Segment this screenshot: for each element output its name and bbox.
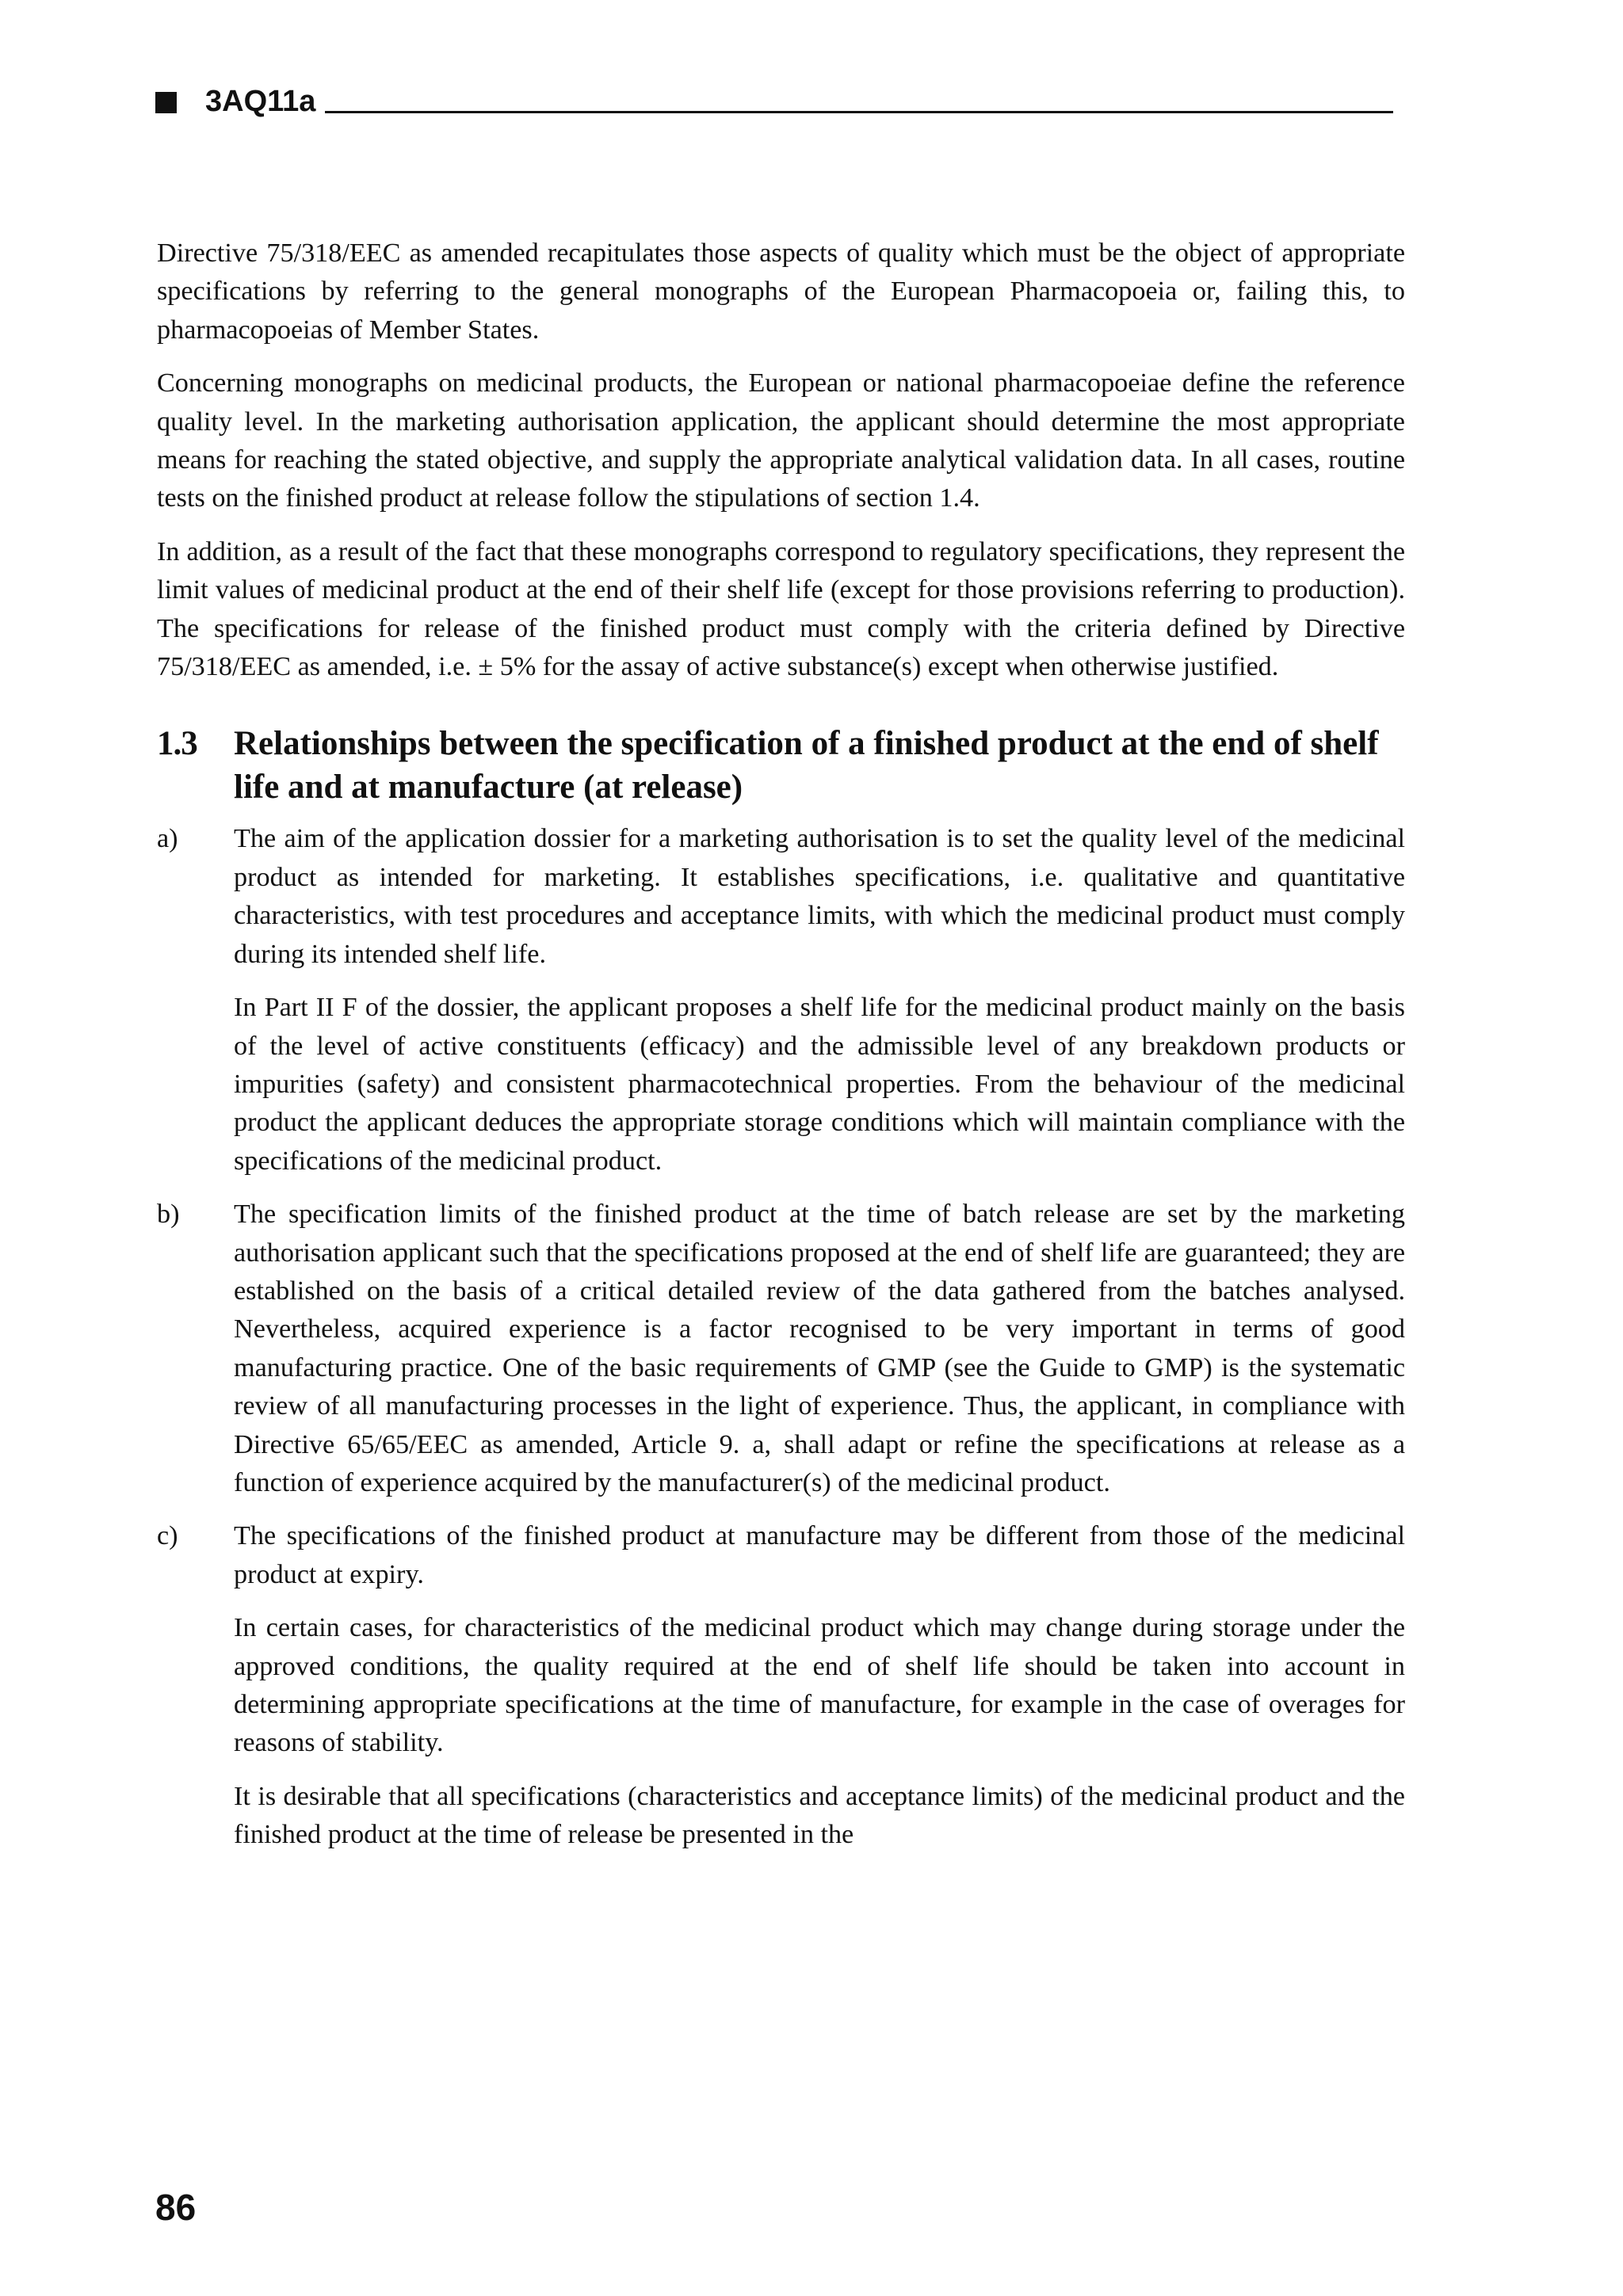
list-item-label: a) bbox=[157, 824, 178, 854]
list-item-continuation: It is desirable that all specifications (characteristics and acceptance limits) of the medicinal product and the finished product at the time of release be presented in the bbox=[234, 1781, 1405, 1850]
section-heading bbox=[157, 722, 1405, 809]
list-item-text: The aim of the application dossier for a marketing authorisation is to set the quality level of the medicinal product as intended for marketing. It establishes specifications, i.e. qualitative and quantitative characteristics, with test procedures and acceptance limits, with which the medicinal product must comply during its intended shelf life. bbox=[234, 824, 1405, 969]
list-item-a bbox=[157, 820, 1405, 974]
list-item-b bbox=[157, 1196, 1405, 1502]
intro-paragraph-2: Concerning monographs on medicinal products, the European or national pharmacopoeiae define the reference quality level. In the marketing authorisation application, the applicant should determine the most appropriate means for reaching the stated objective, and supply the appropriate analytical validation data. In all cases, routine tests on the finished product at release follow the stipulations of section 1.4. bbox=[157, 368, 1405, 513]
header-rule bbox=[325, 111, 1393, 113]
list-item-label: b) bbox=[157, 1199, 180, 1230]
page-header bbox=[155, 79, 1393, 117]
page-number: 86 bbox=[155, 2187, 197, 2228]
list-item-continuation: In certain cases, for characteristics of the medicinal product which may change during storage under the approved conditions, the quality required at the end of shelf life should be taken into account in determining appropriate specifications at the time of manufacture, for example in the case of overages for reasons of stability. bbox=[234, 1613, 1405, 1758]
list-item-label: c) bbox=[157, 1521, 178, 1551]
document-body bbox=[157, 235, 1405, 1870]
intro-paragraph-3: In addition, as a result of the fact that these monographs correspond to regulatory specifications, they represent the limit values of medicinal product at the end of their shelf life (except for those provisions referring to production). The specifications for release of the finished product must comply with the criteria defined by Directive 75/318/EEC as amended, i.e. ± 5% for the assay of active substance(s) except when otherwise justified. bbox=[157, 536, 1405, 682]
list-item-c bbox=[157, 1517, 1405, 1594]
list-item-text: The specifications of the finished product at manufacture may be different from those of the medicinal product at expiry. bbox=[234, 1521, 1405, 1589]
list-item-continuation: In Part II F of the dossier, the applicant proposes a shelf life for the medicinal product mainly on the basis of the level of active constituents (efficacy) and the admissible level of any breakdown products or impurities (safety) and consistent pharmacotechnical properties. From the behaviour of the medicinal product the applicant deduces the appropriate storage conditions which will maintain compliance with the specifications of the medicinal product. bbox=[234, 993, 1405, 1176]
document-code: 3AQ11a bbox=[205, 85, 316, 118]
list-item-text: The specification limits of the finished product at the time of batch release are set by the marketing authorisation applicant such that the specifications proposed at the end of shelf life are guaranteed; they are established on the basis of a critical detailed review of the data gathered from the batches analysed. Nevertheless, acquired experience is a factor recognised to be very important in terms of good manufacturing practice. One of the basic requirements of GMP (see the Guide to GMP) is the systematic review of all manufacturing processes in the light of experience. Thus, the applicant, in compliance with Directive 65/65/EEC as amended, Article 9. a, shall adapt or refine the specifications at release as a function of experience acquired by the manufacturer(s) of the medicinal product. bbox=[234, 1199, 1405, 1497]
intro-paragraph-1: Directive 75/318/EEC as amended recapitulates those aspects of quality which must be the object of appropriate specifications by referring to the general monographs of the European Pharmacopoeia or, failing this, to pharmacopoeias of Member States. bbox=[157, 238, 1405, 345]
section-title: Relationships between the specification of a finished product at the end of shelf life and at manufacture (at release) bbox=[234, 725, 1379, 807]
section-number: 1.3 bbox=[157, 725, 197, 763]
black-square-icon bbox=[155, 92, 177, 113]
